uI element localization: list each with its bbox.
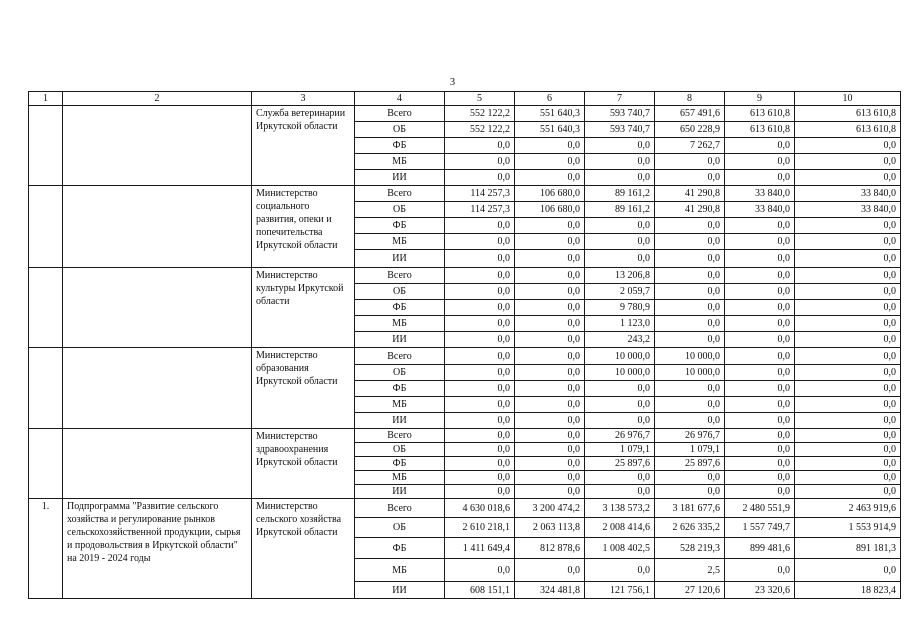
- amount-cell: 0,0: [585, 218, 655, 234]
- amount-cell: 0,0: [515, 170, 585, 186]
- amount-cell: 0,0: [515, 332, 585, 348]
- funding-source: Всего: [355, 429, 445, 443]
- amount-cell: 0,0: [585, 413, 655, 429]
- amount-cell: 1 411 649,4: [445, 538, 515, 559]
- amount-cell: 324 481,8: [515, 582, 585, 599]
- amount-cell: 0,0: [725, 138, 795, 154]
- amount-cell: 0,0: [795, 300, 901, 316]
- amount-cell: 33 840,0: [725, 186, 795, 202]
- amount-cell: 33 840,0: [795, 202, 901, 218]
- funding-source: ИИ: [355, 582, 445, 599]
- budget-table: [28, 91, 901, 599]
- funding-source: МБ: [355, 397, 445, 413]
- amount-cell: 2 610 218,1: [445, 518, 515, 538]
- amount-cell: 243,2: [585, 332, 655, 348]
- amount-cell: 0,0: [445, 471, 515, 485]
- amount-cell: 0,0: [515, 397, 585, 413]
- amount-cell: 1 079,1: [655, 443, 725, 457]
- amount-cell: 551 640,3: [515, 106, 585, 122]
- responsible-executor: Служба ветеринарии Иркутской области: [252, 106, 355, 186]
- amount-cell: 0,0: [515, 284, 585, 300]
- funding-source: ФБ: [355, 381, 445, 397]
- amount-cell: 0,0: [515, 457, 585, 471]
- amount-cell: 0,0: [515, 471, 585, 485]
- funding-source: МБ: [355, 234, 445, 250]
- amount-cell: 0,0: [725, 284, 795, 300]
- amount-cell: 0,0: [795, 457, 901, 471]
- amount-cell: 33 840,0: [725, 202, 795, 218]
- funding-source: ОБ: [355, 284, 445, 300]
- column-number-header: 10: [795, 92, 901, 106]
- amount-cell: 1 079,1: [585, 443, 655, 457]
- row-index: [29, 348, 63, 429]
- amount-cell: 121 756,1: [585, 582, 655, 599]
- amount-cell: 2 063 113,8: [515, 518, 585, 538]
- amount-cell: 25 897,6: [655, 457, 725, 471]
- amount-cell: 0,0: [795, 332, 901, 348]
- amount-cell: 613 610,8: [795, 106, 901, 122]
- amount-cell: 0,0: [655, 284, 725, 300]
- funding-source: ИИ: [355, 250, 445, 268]
- amount-cell: 0,0: [445, 268, 515, 284]
- amount-cell: 0,0: [655, 250, 725, 268]
- amount-cell: 0,0: [445, 234, 515, 250]
- amount-cell: 0,0: [795, 284, 901, 300]
- amount-cell: 0,0: [795, 154, 901, 170]
- amount-cell: 0,0: [515, 413, 585, 429]
- amount-cell: 0,0: [725, 471, 795, 485]
- table-row: [29, 429, 901, 443]
- amount-cell: 0,0: [585, 471, 655, 485]
- amount-cell: 3 138 573,2: [585, 499, 655, 518]
- amount-cell: 0,0: [795, 250, 901, 268]
- row-index: [29, 186, 63, 268]
- amount-cell: 0,0: [515, 300, 585, 316]
- amount-cell: 41 290,8: [655, 186, 725, 202]
- amount-cell: 41 290,8: [655, 202, 725, 218]
- amount-cell: 0,0: [515, 559, 585, 582]
- funding-source: Всего: [355, 348, 445, 365]
- amount-cell: 0,0: [795, 381, 901, 397]
- amount-cell: 3 200 474,2: [515, 499, 585, 518]
- amount-cell: 0,0: [515, 138, 585, 154]
- funding-source: МБ: [355, 154, 445, 170]
- amount-cell: 25 897,6: [585, 457, 655, 471]
- amount-cell: 0,0: [515, 443, 585, 457]
- amount-cell: 593 740,7: [585, 122, 655, 138]
- column-number-header: 5: [445, 92, 515, 106]
- funding-source: ФБ: [355, 457, 445, 471]
- amount-cell: 0,0: [725, 170, 795, 186]
- amount-cell: 0,0: [725, 218, 795, 234]
- funding-source: ИИ: [355, 170, 445, 186]
- amount-cell: 2 480 551,9: [725, 499, 795, 518]
- amount-cell: 0,0: [725, 250, 795, 268]
- amount-cell: 613 610,8: [725, 106, 795, 122]
- amount-cell: 891 181,3: [795, 538, 901, 559]
- amount-cell: 0,0: [725, 559, 795, 582]
- amount-cell: 0,0: [795, 471, 901, 485]
- amount-cell: 0,0: [445, 316, 515, 332]
- program-name: Подпрограмма "Развитие сельского хозяйства и регулирование рынков сельскохозяйственной продукции, сырья и продовольствия в Иркутской области" на 2019 - 2024 годы: [63, 499, 252, 599]
- amount-cell: 0,0: [445, 250, 515, 268]
- program-name: [63, 348, 252, 429]
- amount-cell: 0,0: [655, 413, 725, 429]
- responsible-executor: Министерство сельского хозяйства Иркутской области: [252, 499, 355, 599]
- amount-cell: 0,0: [725, 413, 795, 429]
- amount-cell: 0,0: [655, 332, 725, 348]
- amount-cell: 0,0: [795, 429, 901, 443]
- amount-cell: 0,0: [445, 170, 515, 186]
- amount-cell: 0,0: [725, 348, 795, 365]
- amount-cell: 0,0: [515, 365, 585, 381]
- amount-cell: 0,0: [515, 218, 585, 234]
- column-number-header: 3: [252, 92, 355, 106]
- amount-cell: 0,0: [655, 300, 725, 316]
- amount-cell: 552 122,2: [445, 106, 515, 122]
- funding-source: ФБ: [355, 218, 445, 234]
- funding-source: ОБ: [355, 443, 445, 457]
- amount-cell: 0,0: [585, 485, 655, 499]
- amount-cell: 0,0: [445, 381, 515, 397]
- amount-cell: 0,0: [445, 485, 515, 499]
- amount-cell: 0,0: [445, 443, 515, 457]
- amount-cell: 0,0: [725, 381, 795, 397]
- amount-cell: 106 680,0: [515, 202, 585, 218]
- amount-cell: 0,0: [585, 234, 655, 250]
- amount-cell: 1 123,0: [585, 316, 655, 332]
- amount-cell: 0,0: [515, 250, 585, 268]
- table-row: [29, 106, 901, 122]
- amount-cell: 0,0: [795, 316, 901, 332]
- funding-source: МБ: [355, 316, 445, 332]
- responsible-executor: Министерство образования Иркутской области: [252, 348, 355, 429]
- amount-cell: 0,0: [445, 154, 515, 170]
- amount-cell: 0,0: [585, 381, 655, 397]
- amount-cell: 114 257,3: [445, 202, 515, 218]
- amount-cell: 0,0: [655, 316, 725, 332]
- amount-cell: 0,0: [795, 443, 901, 457]
- amount-cell: 0,0: [515, 429, 585, 443]
- amount-cell: 0,0: [585, 154, 655, 170]
- amount-cell: 593 740,7: [585, 106, 655, 122]
- amount-cell: 0,0: [445, 348, 515, 365]
- amount-cell: 0,0: [725, 457, 795, 471]
- header-row: [29, 92, 901, 106]
- amount-cell: 0,0: [725, 429, 795, 443]
- amount-cell: 13 206,8: [585, 268, 655, 284]
- amount-cell: 2,5: [655, 559, 725, 582]
- amount-cell: 0,0: [515, 485, 585, 499]
- program-name: [63, 429, 252, 499]
- column-number-header: 8: [655, 92, 725, 106]
- responsible-executor: Министерство социального развития, опеки и попечительства Иркутской области: [252, 186, 355, 268]
- amount-cell: 0,0: [655, 397, 725, 413]
- amount-cell: 0,0: [445, 429, 515, 443]
- amount-cell: 0,0: [725, 443, 795, 457]
- column-number-header: 1: [29, 92, 63, 106]
- amount-cell: 528 219,3: [655, 538, 725, 559]
- column-number-header: 6: [515, 92, 585, 106]
- funding-source: ОБ: [355, 365, 445, 381]
- amount-cell: 0,0: [655, 218, 725, 234]
- amount-cell: 0,0: [655, 170, 725, 186]
- amount-cell: 0,0: [725, 154, 795, 170]
- amount-cell: 2 008 414,6: [585, 518, 655, 538]
- funding-source: ОБ: [355, 122, 445, 138]
- amount-cell: 0,0: [795, 397, 901, 413]
- amount-cell: 0,0: [585, 250, 655, 268]
- amount-cell: 89 161,2: [585, 202, 655, 218]
- amount-cell: 899 481,6: [725, 538, 795, 559]
- amount-cell: 0,0: [515, 234, 585, 250]
- row-index: [29, 268, 63, 348]
- amount-cell: 0,0: [445, 457, 515, 471]
- amount-cell: 812 878,6: [515, 538, 585, 559]
- amount-cell: 0,0: [655, 154, 725, 170]
- amount-cell: 2 626 335,2: [655, 518, 725, 538]
- program-name: [63, 186, 252, 268]
- amount-cell: 26 976,7: [585, 429, 655, 443]
- amount-cell: 26 976,7: [655, 429, 725, 443]
- amount-cell: 0,0: [585, 170, 655, 186]
- amount-cell: 106 680,0: [515, 186, 585, 202]
- funding-source: ИИ: [355, 485, 445, 499]
- amount-cell: 0,0: [795, 365, 901, 381]
- amount-cell: 0,0: [515, 154, 585, 170]
- amount-cell: 551 640,3: [515, 122, 585, 138]
- row-index: 1.: [29, 499, 63, 599]
- funding-source: Всего: [355, 268, 445, 284]
- amount-cell: 0,0: [655, 234, 725, 250]
- amount-cell: 1 553 914,9: [795, 518, 901, 538]
- amount-cell: 0,0: [515, 381, 585, 397]
- amount-cell: 657 491,6: [655, 106, 725, 122]
- amount-cell: 0,0: [445, 413, 515, 429]
- table-row: [29, 348, 901, 365]
- amount-cell: 1 008 402,5: [585, 538, 655, 559]
- amount-cell: 0,0: [725, 268, 795, 284]
- amount-cell: 613 610,8: [725, 122, 795, 138]
- funding-source: ОБ: [355, 518, 445, 538]
- amount-cell: 552 122,2: [445, 122, 515, 138]
- amount-cell: 0,0: [795, 218, 901, 234]
- row-index: [29, 106, 63, 186]
- amount-cell: 0,0: [795, 170, 901, 186]
- amount-cell: 89 161,2: [585, 186, 655, 202]
- amount-cell: 0,0: [795, 138, 901, 154]
- amount-cell: 0,0: [515, 316, 585, 332]
- table-row: [29, 268, 901, 284]
- amount-cell: 0,0: [585, 559, 655, 582]
- funding-source: МБ: [355, 471, 445, 485]
- funding-source: ИИ: [355, 413, 445, 429]
- amount-cell: 0,0: [585, 397, 655, 413]
- funding-source: ОБ: [355, 202, 445, 218]
- amount-cell: 650 228,9: [655, 122, 725, 138]
- column-number-header: 4: [355, 92, 445, 106]
- amount-cell: 0,0: [725, 316, 795, 332]
- amount-cell: 10 000,0: [585, 365, 655, 381]
- amount-cell: 0,0: [725, 332, 795, 348]
- amount-cell: 0,0: [445, 365, 515, 381]
- amount-cell: 0,0: [795, 234, 901, 250]
- amount-cell: 10 000,0: [585, 348, 655, 365]
- amount-cell: 33 840,0: [795, 186, 901, 202]
- amount-cell: 2 463 919,6: [795, 499, 901, 518]
- row-index: [29, 429, 63, 499]
- funding-source: ФБ: [355, 138, 445, 154]
- funding-source: ИИ: [355, 332, 445, 348]
- page-number: 3: [449, 77, 456, 88]
- amount-cell: 18 823,4: [795, 582, 901, 599]
- program-name: [63, 106, 252, 186]
- table-row: [29, 186, 901, 202]
- amount-cell: 7 262,7: [655, 138, 725, 154]
- amount-cell: 0,0: [655, 471, 725, 485]
- amount-cell: 2 059,7: [585, 284, 655, 300]
- responsible-executor: Министерство здравоохранения Иркутской области: [252, 429, 355, 499]
- budget-table-container: [28, 91, 896, 599]
- amount-cell: 1 557 749,7: [725, 518, 795, 538]
- table-row: [29, 499, 901, 518]
- amount-cell: 0,0: [795, 559, 901, 582]
- funding-source: МБ: [355, 559, 445, 582]
- amount-cell: 23 320,6: [725, 582, 795, 599]
- amount-cell: 0,0: [445, 332, 515, 348]
- amount-cell: 0,0: [795, 348, 901, 365]
- amount-cell: 10 000,0: [655, 348, 725, 365]
- amount-cell: 27 120,6: [655, 582, 725, 599]
- amount-cell: 0,0: [445, 300, 515, 316]
- amount-cell: 0,0: [445, 138, 515, 154]
- column-number-header: 2: [63, 92, 252, 106]
- amount-cell: 4 630 018,6: [445, 499, 515, 518]
- amount-cell: 0,0: [725, 365, 795, 381]
- amount-cell: 0,0: [445, 218, 515, 234]
- amount-cell: 0,0: [725, 397, 795, 413]
- amount-cell: 3 181 677,6: [655, 499, 725, 518]
- amount-cell: 0,0: [515, 268, 585, 284]
- amount-cell: 0,0: [795, 413, 901, 429]
- amount-cell: 0,0: [655, 268, 725, 284]
- amount-cell: 613 610,8: [795, 122, 901, 138]
- amount-cell: 0,0: [655, 381, 725, 397]
- amount-cell: 0,0: [725, 234, 795, 250]
- amount-cell: 0,0: [795, 268, 901, 284]
- amount-cell: 10 000,0: [655, 365, 725, 381]
- column-number-header: 7: [585, 92, 655, 106]
- responsible-executor: Министерство культуры Иркутской области: [252, 268, 355, 348]
- amount-cell: 0,0: [725, 300, 795, 316]
- program-name: [63, 268, 252, 348]
- amount-cell: 0,0: [655, 485, 725, 499]
- funding-source: Всего: [355, 499, 445, 518]
- amount-cell: 0,0: [445, 284, 515, 300]
- amount-cell: 0,0: [445, 397, 515, 413]
- amount-cell: 0,0: [795, 485, 901, 499]
- amount-cell: 0,0: [585, 138, 655, 154]
- amount-cell: 0,0: [445, 559, 515, 582]
- amount-cell: 9 780,9: [585, 300, 655, 316]
- funding-source: ФБ: [355, 300, 445, 316]
- amount-cell: 0,0: [515, 348, 585, 365]
- amount-cell: 608 151,1: [445, 582, 515, 599]
- column-number-header: 9: [725, 92, 795, 106]
- amount-cell: 114 257,3: [445, 186, 515, 202]
- amount-cell: 0,0: [725, 485, 795, 499]
- funding-source: ФБ: [355, 538, 445, 559]
- funding-source: Всего: [355, 106, 445, 122]
- funding-source: Всего: [355, 186, 445, 202]
